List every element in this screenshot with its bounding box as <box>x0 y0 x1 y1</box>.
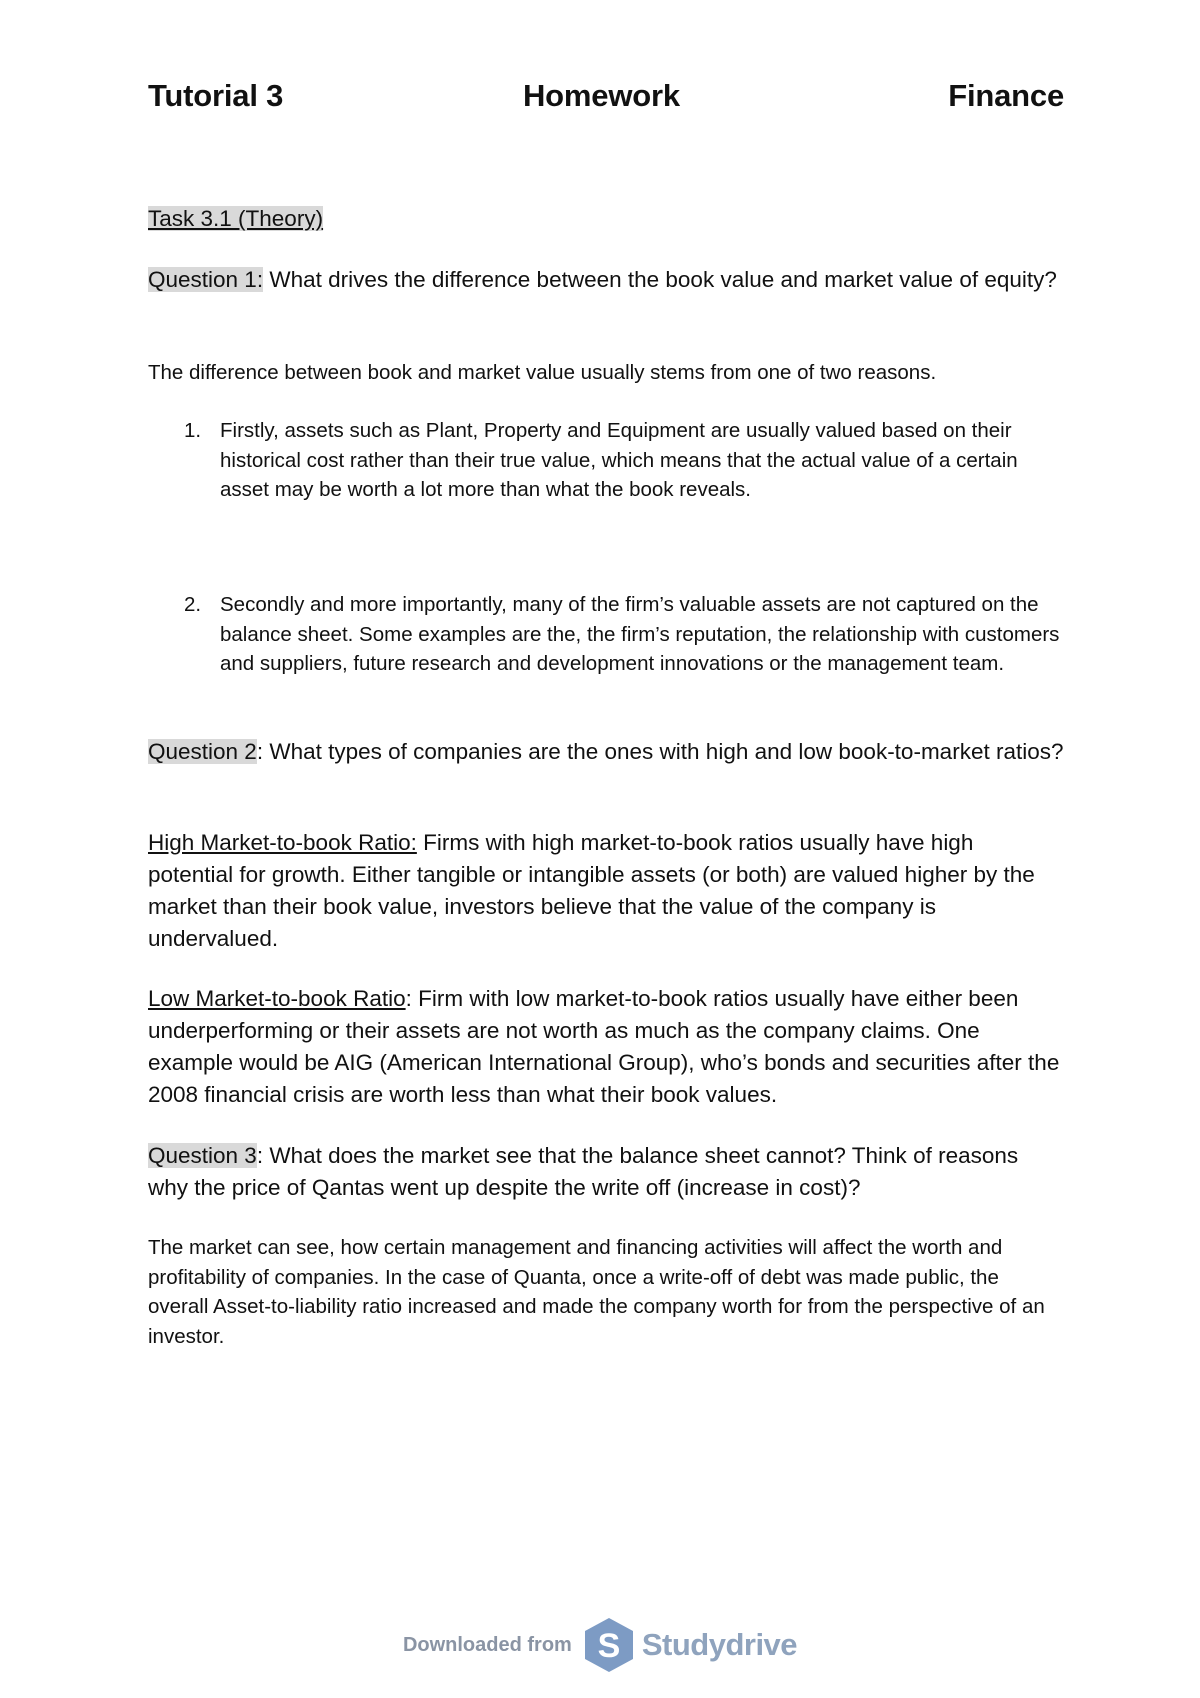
document-header <box>148 78 1064 114</box>
reasons-list-continued <box>148 590 1064 679</box>
reason-item-1 <box>148 416 1064 505</box>
reasons-list <box>148 416 1064 505</box>
studydrive-logo[interactable] <box>582 1616 797 1674</box>
question-2 <box>148 736 1064 768</box>
question-3-label: Question 3 <box>148 1143 257 1168</box>
task-heading <box>148 203 1064 235</box>
high-ratio-text: Firms with high market-to-book ratios usually have high potential for growth. Either tangible or intangible assets (or both) are valued higher by the market than their book value, investors believe that the value of the company is undervalued. <box>148 830 1035 951</box>
question-1-intro: The difference between book and market value usually stems from one of two reasons. <box>148 361 937 384</box>
question-1 <box>148 264 1064 296</box>
reason-item-number: 1. <box>184 419 202 442</box>
question-2-text: : What types of companies are the ones with high and low book-to-market ratios? <box>256 739 1064 764</box>
header-left-title: Tutorial 3 <box>148 78 284 113</box>
low-ratio-label: Low Market-to-book Ratio <box>148 986 406 1011</box>
low-ratio-text: : Firm with low market-to-book ratios usually have either been underperforming or their assets are not worth as much as the company claims. One example would be AIG (American International Group), who’s bonds and securities after the 2008 financial crisis are worth less than what their book values. <box>148 986 1060 1107</box>
question-3-text: : What does the market see that the balance sheet cannot? Think of reasons why the price of Qantas went up despite the write off (increase in cost)? <box>148 1143 1019 1200</box>
download-footer <box>0 1616 1200 1674</box>
question-1-text: What drives the difference between the book value and market value of equity? <box>263 267 1057 292</box>
question-3-answer: The market can see, how certain management and financing activities will affect the worth and profitability of companies. In the case of Quanta, once a write-off of debt was made public, the overall Asset-to-liability ratio increased and made the company worth for from the perspective of an investor. <box>148 1236 1045 1348</box>
high-ratio-paragraph <box>148 827 1064 955</box>
question-3 <box>148 1140 1064 1204</box>
studydrive-brand-text: Studydrive <box>641 1627 798 1662</box>
reason-item-2 <box>148 590 1064 679</box>
high-ratio-label: High Market-to-book Ratio: <box>148 830 417 855</box>
question-1-label: Question 1: <box>148 267 264 292</box>
studydrive-hexagon-icon <box>582 1616 636 1674</box>
header-center-title: Homework <box>523 78 680 113</box>
logo-letter: S <box>597 1627 621 1665</box>
reason-item-text: Secondly and more importantly, many of the firm’s valuable assets are not captured on the balance sheet. Some examples are the, the firm’s reputation, the relationship with customers and suppliers, future research and development innovations or the management team. <box>220 593 1060 675</box>
reason-item-number: 2. <box>184 593 202 616</box>
reason-item-text: Firstly, assets such as Plant, Property and Equipment are usually valued based on their historical cost rather than their true value, which means that the actual value of a certain asset may be worth a lot more than what the book reveals. <box>220 419 1018 501</box>
low-ratio-paragraph <box>148 983 1064 1111</box>
downloaded-from-text: Downloaded from <box>402 1633 572 1656</box>
header-right-title: Finance <box>948 78 1064 113</box>
task-heading-text: Task 3.1 (Theory) <box>148 206 324 231</box>
question-2-label: Question 2 <box>148 739 257 764</box>
